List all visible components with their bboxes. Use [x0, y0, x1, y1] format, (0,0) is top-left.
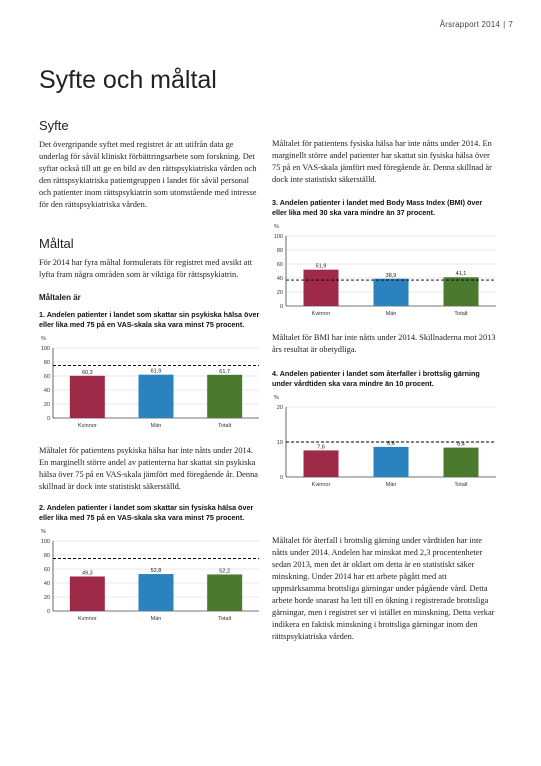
category-label: Kvinnor: [78, 616, 97, 622]
bar: [70, 376, 105, 418]
page-number: 7: [508, 20, 513, 29]
data-label: 52,2: [219, 568, 231, 575]
y-tick-label: 100: [40, 346, 50, 352]
chart-1-comment: Måltalet för patientens psykiska hälsa har inte nåtts under 2014. En marginellt större andel av patienterna har skattat sin psykiska hälsa över 75 på en VAS-skala jämfört med föregående år. Denna skillnad är dock inte statistiskt säkerställd.: [39, 446, 258, 491]
section-heading-maltal: Måltal: [39, 236, 74, 251]
category-label: Män: [385, 311, 397, 317]
data-label: 51,9: [315, 263, 327, 270]
y-tick-label: 20: [276, 405, 283, 411]
category-label: Kvinnor: [311, 311, 331, 317]
y-unit-label: %: [274, 395, 279, 401]
bar: [374, 447, 409, 477]
chart-1: [39, 330, 261, 436]
bar: [139, 574, 174, 611]
right-column: [272, 138, 498, 643]
report-name: Årsrapport 2014: [439, 20, 501, 29]
bar: [139, 375, 174, 418]
y-tick-label: 100: [273, 234, 283, 240]
chart-3-title: 3. Andelen patienter i landet med Body Mass Index (BMI) över eller lika med 30 ska vara mindre än 37 procent.: [272, 198, 483, 217]
left-column: [39, 118, 261, 629]
bar: [374, 279, 409, 306]
maltal-paragraph: För 2014 har fyra måltal formulerats för registret med avsikt att lyfta fram några områden som är viktiga för rättspsykiatrin.: [39, 258, 253, 279]
bar: [207, 574, 242, 611]
page-header: [440, 20, 513, 29]
y-tick-label: 0: [279, 475, 283, 481]
y-tick-label: 20: [276, 290, 283, 296]
category-label: Kvinnor: [78, 423, 97, 429]
y-tick-label: 80: [43, 360, 50, 366]
data-label: 61,9: [150, 368, 162, 375]
section-heading-syfte: Syfte: [39, 118, 69, 133]
y-tick-label: 80: [276, 248, 283, 254]
data-label: 8,4: [457, 441, 465, 448]
bar: [207, 375, 242, 418]
data-label: 8,6: [387, 440, 395, 447]
bar: [444, 448, 479, 477]
chart-4-title: 4. Andelen patienter i landet som återfaller i brottslig gärning under vårdtiden ska vara mindre än 10 procent.: [272, 369, 480, 388]
category-label: Män: [150, 616, 162, 622]
data-label: 7,6: [317, 444, 325, 451]
y-tick-label: 0: [46, 416, 50, 422]
y-tick-label: 100: [40, 539, 50, 545]
y-tick-label: 60: [276, 262, 283, 268]
category-label: Totalt: [454, 311, 468, 317]
category-label: Kvinnor: [311, 482, 331, 488]
chart-3-comment: Måltalet för BMI har inte nåtts under 2014. Skillnaderna mot 2013 års resultat är obetydliga.: [272, 333, 496, 354]
chart-4: [272, 389, 498, 495]
y-tick-label: 10: [276, 440, 283, 446]
category-label: Totalt: [218, 616, 232, 622]
y-unit-label: %: [41, 336, 46, 342]
bar: [444, 277, 479, 306]
y-tick-label: 20: [43, 402, 50, 408]
chart-3: [272, 218, 498, 324]
y-tick-label: 0: [279, 304, 283, 310]
syfte-paragraph: Det övergripande syftet med registret är att utifrån data ge underlag för såväl kliniskt förbättringsarbete som forskning. Det syftar också till att ge en bild av den rättspsykiatriska vården och den rättspsykiatriska patientgruppen i landet för såväl personal och patienter inom rättspsykiatrin som utomstående med intresse för den rättspsykiatriska vården.: [39, 140, 257, 209]
y-tick-label: 40: [43, 581, 50, 587]
chart-2: [39, 523, 261, 629]
data-label: 49,3: [81, 570, 93, 577]
y-unit-label: %: [41, 529, 46, 535]
data-label: 61,7: [219, 368, 231, 375]
y-tick-label: 0: [46, 609, 50, 615]
y-tick-label: 60: [43, 374, 50, 380]
data-label: 41,1: [455, 271, 467, 278]
category-label: Män: [150, 423, 162, 429]
y-tick-label: 20: [43, 595, 50, 601]
y-tick-label: 60: [43, 567, 50, 573]
y-tick-label: 80: [43, 553, 50, 559]
data-label: 38,9: [385, 272, 397, 279]
data-label: 60,3: [81, 369, 93, 376]
maltal-subheading: Måltalen är: [39, 293, 81, 302]
y-tick-label: 40: [43, 388, 50, 394]
chart-1-title: 1. Andelen patienter i landet som skattar sin psykiska hälsa över eller lika med 75 på en VAS-skala ska vara minst 75 procent.: [39, 310, 260, 329]
data-label: 52,8: [150, 568, 162, 575]
bar: [304, 270, 339, 306]
y-tick-label: 40: [276, 276, 283, 282]
chart-2-comment: Måltalet för patientens fysiska hälsa har inte nåtts under 2014. En marginellt större andel patienter har skattat sin fysiska hälsa över 75 på en VAS-skala jämfört med föregående år. Denna skillnad är dock inte statistiskt säkerställd.: [272, 139, 492, 184]
chart-4-comment: Måltalet för återfall i brottslig gärning under vårdtiden har inte nåtts under 2014. Andelen har minskat med 2,3 procentenheter sedan 2013, men det är oklart om detta är en statistiskt säker minskning. Under 2014 har ett arbete pågått med att uppmärksamma brottsliga gärningar under pågående vård. Detta arbete borde snarast ha lett till en ökning i registrerade brottsliga gärningar, men i registret ser vi istället en minskning. Detta verkar indikera en faktisk minskning i brottsliga gärningar inom den rättspsykiatriska vården.: [272, 536, 495, 641]
y-unit-label: %: [274, 224, 279, 230]
category-label: Totalt: [454, 482, 468, 488]
bar: [304, 450, 339, 477]
chart-2-title: 2. Andelen patienter i landet som skattar sin fysiska hälsa över eller lika med 75 på en VAS-skala ska vara minst 75 procent.: [39, 503, 254, 522]
category-label: Män: [385, 482, 397, 488]
header-separator: |: [503, 20, 506, 29]
category-label: Totalt: [218, 423, 232, 429]
page-title: Syfte och måltal: [39, 66, 217, 94]
bar: [70, 576, 105, 611]
